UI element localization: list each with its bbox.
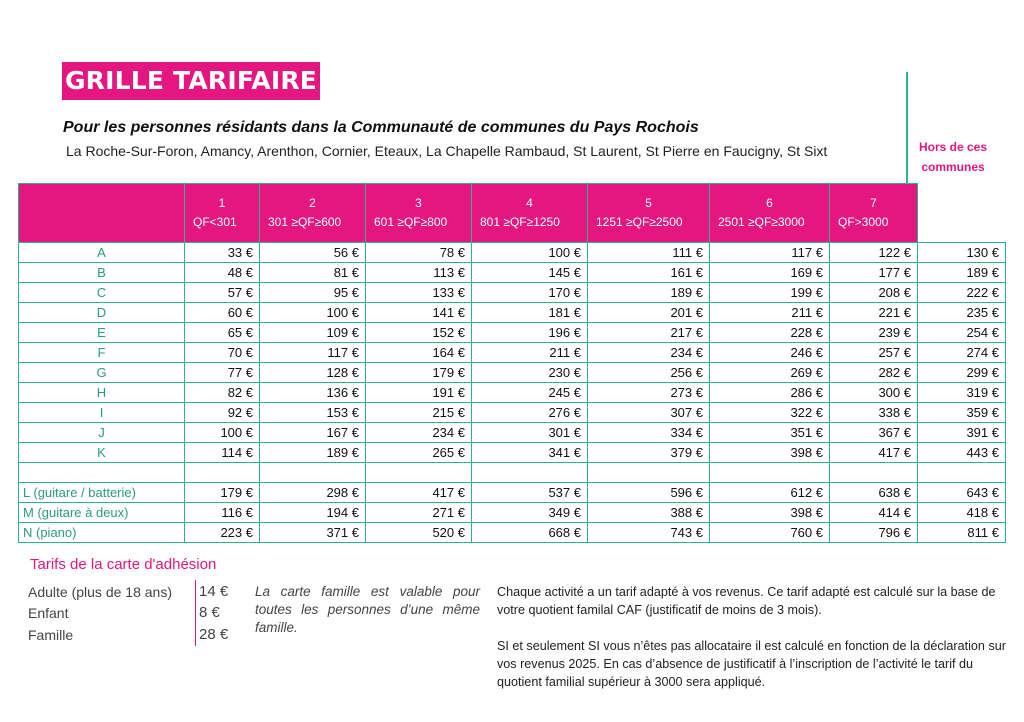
membership-separator [195,580,196,646]
price-cell: 152 € [366,323,472,343]
price-cell: 417 € [366,483,472,503]
row-label: B [19,263,185,283]
membership-child-price: 8 € [199,604,220,621]
price-cell: 95 € [260,283,366,303]
header-num: 5 [645,196,652,210]
price-cell: 796 € [830,523,918,543]
price-cell: 194 € [260,503,366,523]
price-cell: 100 € [185,423,260,443]
title-banner [62,62,320,100]
price-cell: 743 € [588,523,710,543]
price-outside-cell: 643 € [918,483,1006,503]
price-cell: 153 € [260,403,366,423]
row-label: K [19,443,185,463]
price-cell: 245 € [472,383,588,403]
price-cell: 300 € [830,383,918,403]
price-cell: 60 € [185,303,260,323]
price-cell: 114 € [185,443,260,463]
price-cell: 273 € [588,383,710,403]
price-cell: 217 € [588,323,710,343]
price-outside-cell: 222 € [918,283,1006,303]
price-cell: 145 € [472,263,588,283]
header-num: 1 [218,196,226,210]
outside-label-line1: Hors de ces [918,140,988,154]
header-range: 301 ≥QF≥600 [268,215,342,229]
price-outside-cell: 274 € [918,343,1006,363]
price-cell: 228 € [710,323,830,343]
price-cell: 596 € [588,483,710,503]
table-row [19,383,1006,403]
price-cell: 537 € [472,483,588,503]
price-cell: 211 € [472,343,588,363]
table-row [19,263,1006,283]
row-label: H [19,383,185,403]
empty-cell [185,463,260,483]
price-cell: 414 € [830,503,918,523]
header-num: 6 [766,196,773,210]
row-label: C [19,283,185,303]
membership-title: Tarifs de la carte d'adhésion [30,556,217,573]
price-cell: 334 € [588,423,710,443]
price-cell: 223 € [185,523,260,543]
row-label: L (guitare / batterie) [19,483,185,503]
price-cell: 78 € [366,243,472,263]
price-cell: 122 € [830,243,918,263]
page-title: GRILLE TARIFAIRE [64,66,318,95]
price-cell: 70 € [185,343,260,363]
header-qf-1 [185,184,260,243]
divider-line [906,72,908,184]
price-cell: 286 € [710,383,830,403]
price-table [18,183,1006,543]
info-paragraph-1: Chaque activité a un tarif adapté à vos revenus. Ce tarif adapté est calculé sur la base de votre quotient familal CAF (justificatif de moins de 3 mois). [497,585,996,617]
row-label: D [19,303,185,323]
price-outside-cell: 418 € [918,503,1006,523]
price-cell: 257 € [830,343,918,363]
price-outside-cell: 254 € [918,323,1006,343]
price-cell: 612 € [710,483,830,503]
price-cell: 417 € [830,443,918,463]
price-cell: 230 € [472,363,588,383]
price-cell: 282 € [830,363,918,383]
price-cell: 181 € [472,303,588,323]
table-row [19,343,1006,363]
price-cell: 81 € [260,263,366,283]
header-num: 2 [309,196,316,210]
price-cell: 307 € [588,403,710,423]
table-row [19,523,1006,543]
header-qf-6 [710,184,830,243]
price-cell: 116 € [185,503,260,523]
price-cell: 77 € [185,363,260,383]
table-row [19,243,1006,263]
table-row [19,303,1006,323]
empty-cell [366,463,472,483]
price-cell: 179 € [366,363,472,383]
price-outside-cell: 299 € [918,363,1006,383]
price-cell: 256 € [588,363,710,383]
price-cell: 338 € [830,403,918,423]
price-cell: 322 € [710,403,830,423]
header-qf-5 [588,184,710,243]
table-row [19,423,1006,443]
price-cell: 398 € [710,443,830,463]
price-cell: 82 € [185,383,260,403]
price-cell: 65 € [185,323,260,343]
row-label: E [19,323,185,343]
info-paragraph-2: SI et seulement SI vous n’êtes pas allocataire il est calculé en fonction de la déclaration sur vos revenus 2025. En cas d’absence de justificatif à l’inscription de l’activité le tarif du quotient familial supérieur à 3000 sera appliqué. [497,639,1006,689]
price-cell: 276 € [472,403,588,423]
price-cell: 199 € [710,283,830,303]
table-row [19,403,1006,423]
header-blank-cell [19,184,185,243]
price-cell: 164 € [366,343,472,363]
communes-list: La Roche-Sur-Foron, Amancy, Arenthon, Cornier, Eteaux, La Chapelle Rambaud, St Laurent, St Pierre en Faucigny, St Sixt [66,143,828,159]
header-qf-7 [830,184,918,243]
row-label: A [19,243,185,263]
price-cell: 379 € [588,443,710,463]
row-label: N (piano) [19,523,185,543]
price-cell: 234 € [588,343,710,363]
header-range: 2501 ≥QF≥3000 [718,215,805,229]
price-cell: 239 € [830,323,918,343]
price-cell: 113 € [366,263,472,283]
membership-adult-price: 14 € [199,583,229,600]
empty-cell [830,463,918,483]
table-row [19,443,1006,463]
price-cell: 221 € [830,303,918,323]
price-cell: 170 € [472,283,588,303]
price-cell: 136 € [260,383,366,403]
price-cell: 211 € [710,303,830,323]
price-cell: 133 € [366,283,472,303]
family-card-note: La carte famille est valable pour toutes les personnes d’une même famille. [255,584,480,635]
price-cell: 371 € [260,523,366,543]
price-cell: 177 € [830,263,918,283]
price-outside-cell: 359 € [918,403,1006,423]
empty-cell [260,463,366,483]
outside-label-line2: communes [921,160,985,174]
header-range: QF<301 [193,215,237,229]
table-body [19,243,1006,543]
price-cell: 234 € [366,423,472,443]
price-outside-cell: 189 € [918,263,1006,283]
price-cell: 398 € [710,503,830,523]
price-cell: 117 € [260,343,366,363]
price-cell: 189 € [260,443,366,463]
empty-cell [588,463,710,483]
membership-family-label: Famille [28,627,74,643]
price-cell: 179 € [185,483,260,503]
price-cell: 298 € [260,483,366,503]
price-cell: 388 € [588,503,710,523]
header-range: 601 ≥QF≥800 [374,215,448,229]
price-cell: 351 € [710,423,830,443]
price-cell: 215 € [366,403,472,423]
header-qf-4 [472,184,588,243]
price-cell: 201 € [588,303,710,323]
header-num: 4 [526,196,533,210]
header-range: 1251 ≥QF≥2500 [596,215,683,229]
empty-cell [19,463,185,483]
row-label: J [19,423,185,443]
price-cell: 191 € [366,383,472,403]
price-cell: 167 € [260,423,366,443]
price-cell: 109 € [260,323,366,343]
price-cell: 100 € [260,303,366,323]
price-cell: 668 € [472,523,588,543]
price-cell: 48 € [185,263,260,283]
price-cell: 56 € [260,243,366,263]
price-cell: 189 € [588,283,710,303]
price-cell: 271 € [366,503,472,523]
price-outside-cell: 130 € [918,243,1006,263]
header-qf-3 [366,184,472,243]
row-label: I [19,403,185,423]
price-cell: 100 € [472,243,588,263]
empty-cell [918,463,1006,483]
price-cell: 520 € [366,523,472,543]
price-cell: 128 € [260,363,366,383]
row-label: F [19,343,185,363]
price-cell: 196 € [472,323,588,343]
price-outside-cell: 319 € [918,383,1006,403]
price-cell: 208 € [830,283,918,303]
table-row [19,283,1006,303]
subtitle: Pour les personnes résidants dans la Communauté de communes du Pays Rochois [63,119,699,136]
header-range: QF>3000 [838,215,889,229]
header-qf-2 [260,184,366,243]
price-cell: 341 € [472,443,588,463]
membership-child-label: Enfant [28,605,69,621]
header-range: 801 ≥QF≥1250 [480,215,560,229]
price-cell: 246 € [710,343,830,363]
price-cell: 161 € [588,263,710,283]
membership-adult-label: Adulte (plus de 18 ans) [28,584,172,600]
price-cell: 33 € [185,243,260,263]
header-num: 7 [870,196,877,210]
header-outside-cell [918,184,1006,243]
price-outside-cell: 811 € [918,523,1006,543]
price-cell: 57 € [185,283,260,303]
price-cell: 169 € [710,263,830,283]
table-row [19,323,1006,343]
price-outside-cell: 391 € [918,423,1006,443]
price-cell: 269 € [710,363,830,383]
price-outside-cell: 235 € [918,303,1006,323]
price-cell: 111 € [588,243,710,263]
price-cell: 760 € [710,523,830,543]
membership-family-price: 28 € [199,626,229,643]
price-outside-cell: 443 € [918,443,1006,463]
table-row [19,363,1006,383]
price-cell: 265 € [366,443,472,463]
empty-cell [472,463,588,483]
table-row [19,483,1006,503]
price-cell: 349 € [472,503,588,523]
price-cell: 301 € [472,423,588,443]
row-label: M (guitare à deux) [19,503,185,523]
price-cell: 117 € [710,243,830,263]
spacer-row [19,463,1006,483]
header-num: 3 [415,196,422,210]
price-cell: 141 € [366,303,472,323]
price-cell: 92 € [185,403,260,423]
price-cell: 638 € [830,483,918,503]
row-label: G [19,363,185,383]
table-header-row [19,184,1006,243]
table-row [19,503,1006,523]
empty-cell [710,463,830,483]
outside-communes-label [912,137,994,177]
price-cell: 367 € [830,423,918,443]
